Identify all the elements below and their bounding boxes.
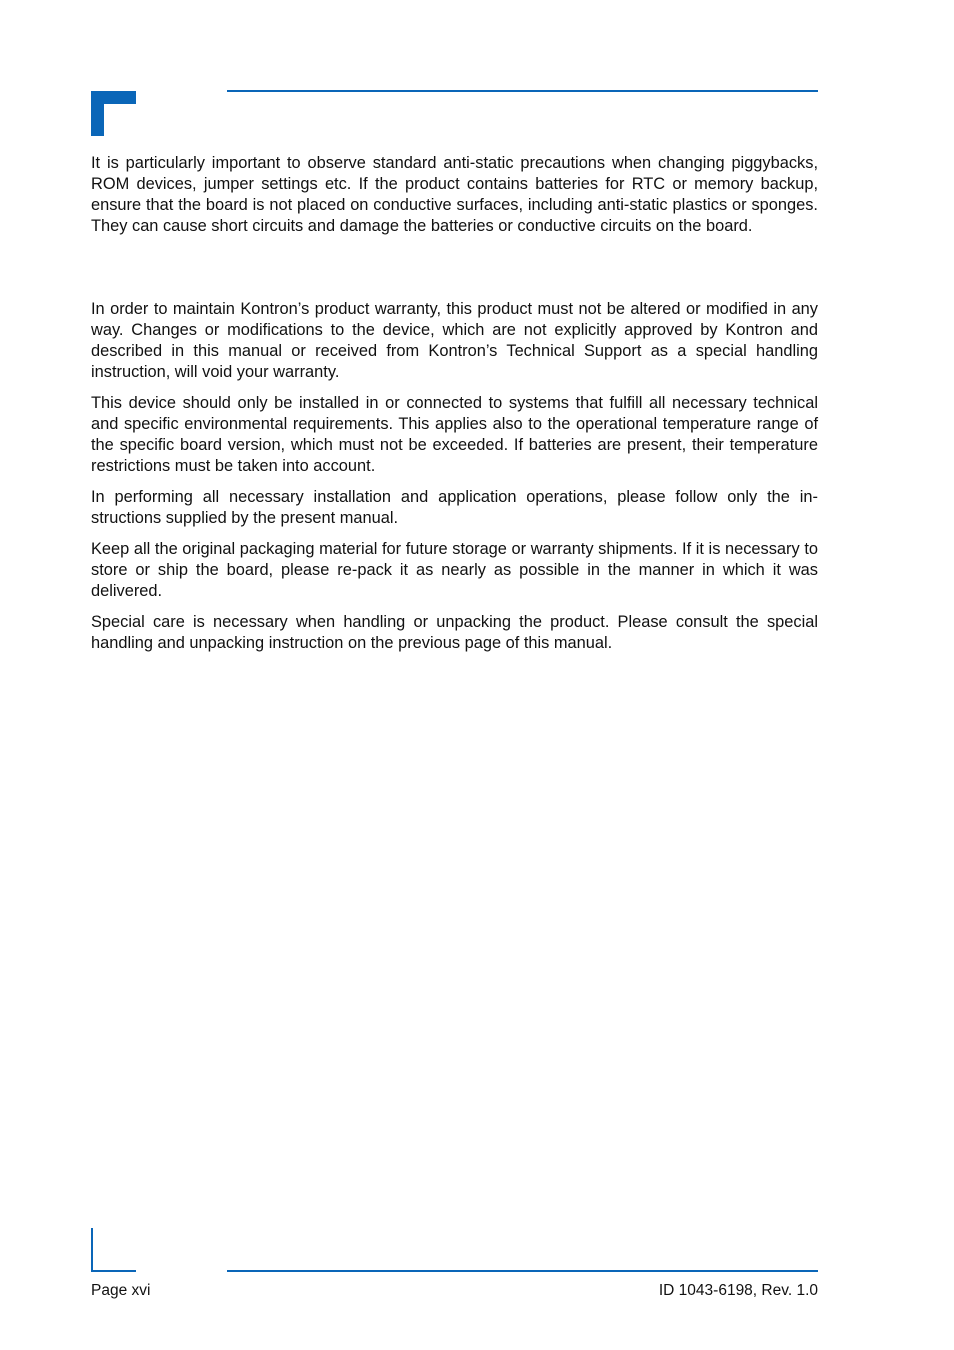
warranty-paragraph: In order to maintain Kontron’s product warranty, this product must not be altered or modified in any way. Changes or modifications to the device, which are not explicitly approved by Kontron and described in this manual or received from Kontron’s Technical Support as a special handling instruction, will void your warranty.	[91, 300, 818, 381]
handling-paragraph: Special care is necessary when handling or unpacking the product. Please consult the special handling and unpacking instruction on the previous page of this manual.	[91, 613, 818, 652]
packaging-paragraph: Keep all the original packaging material for future storage or warranty shipments. If it is necessary to store or ship the board, please re-pack it as nearly as possible in the manner in which it was delivered.	[91, 540, 818, 600]
installation-requirements-paragraph: This device should only be installed in or connected to systems that fulfill all necessary technical and specific environmental requirements. This applies also to the operational temperature range of the specific board version, which must not be exceeded. If batteries are present, their temperature restrictions must be taken into account.	[91, 394, 818, 475]
installation-instructions-paragraph: In performing all necessary installation and application operations, please follow only the instructions supplied by the present manual.	[91, 488, 818, 527]
section-spacer	[91, 247, 818, 299]
header-rule	[227, 90, 818, 92]
document-id: ID 1043-6198, Rev. 1.0	[658, 1282, 818, 1299]
header-corner-horizontal-bar	[91, 91, 136, 104]
footer-rule	[227, 1270, 818, 1272]
footer-corner-horizontal-bar	[91, 1270, 136, 1272]
page-content	[91, 153, 818, 664]
footer-corner-vertical-bar	[91, 1228, 93, 1272]
antistatic-paragraph: It is particularly important to observe standard anti-static precautions when changing piggybacks, ROM devices, jumper settings etc. If the product contains batteries for RTC or memory backup, ensure that the board is not placed on conductive surfaces, including anti-static plastics or sponges. They can cause short circuits and damage the batteries or conductive circuits on the board.	[91, 154, 818, 235]
page-number: Page xvi	[91, 1282, 151, 1299]
